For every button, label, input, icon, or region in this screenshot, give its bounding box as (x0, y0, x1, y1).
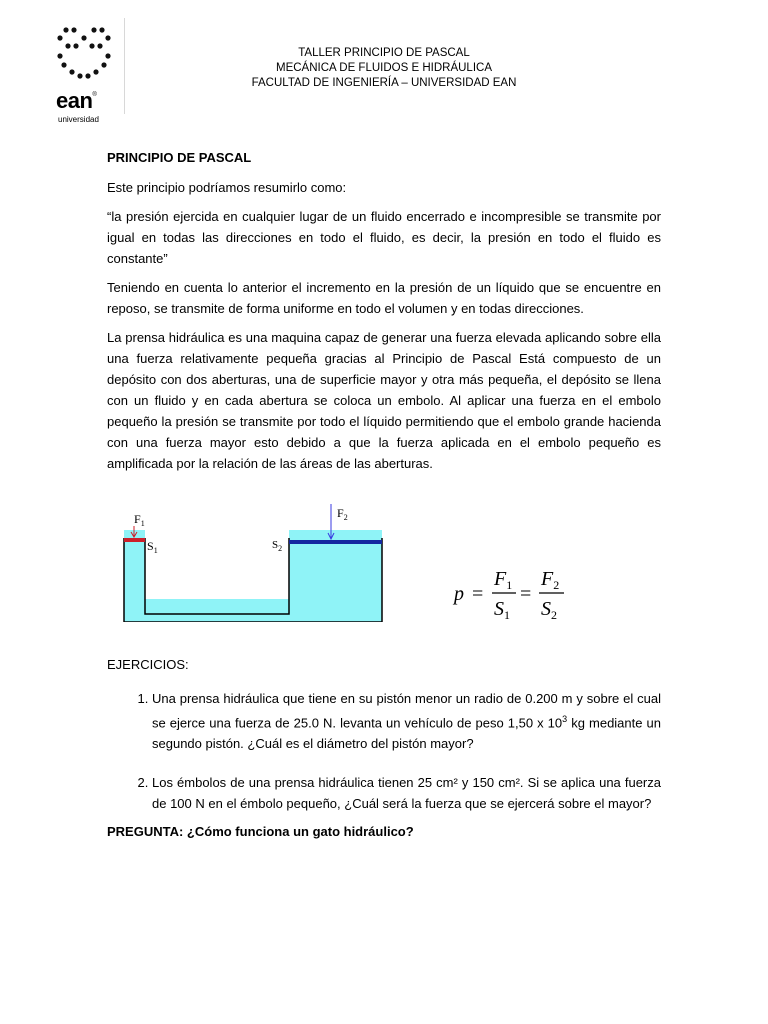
logo-wordmark: ean® (56, 88, 97, 113)
header-line-2: MECÁNICA DE FLUIDOS E HIDRÁULICA (276, 62, 492, 74)
formula-eq-2: = (520, 583, 532, 605)
exercises-section (107, 654, 661, 842)
formula-num-1: $F_1$ (494, 568, 513, 592)
section-title: PRINCIPIO DE PASCAL (107, 150, 252, 165)
pascal-quote: “la presión ejercida en cualquier lugar de un fluido encerrado e incompresible se transmite por igual en todas las direcciones en todo el fluido, es decir, la presión en todo el fluido es constante” (107, 209, 661, 266)
exercise-list (107, 688, 661, 814)
main-content (107, 147, 661, 474)
question: PREGUNTA: ¿Cómo funciona un gato hidráulico? (107, 824, 414, 840)
formula-den-2: $S_2$ (541, 598, 557, 622)
formula-p: p (454, 583, 464, 605)
large-piston (289, 540, 382, 544)
logo-dots-icon (56, 26, 112, 86)
label-f2: $F_2$ (337, 506, 348, 522)
header-line-3: FACULTAD DE INGENIERÍA – UNIVERSIDAD EAN (251, 77, 517, 89)
small-piston (124, 538, 145, 542)
formula-num-2: $F_2$ (541, 568, 560, 592)
university-logo (44, 18, 125, 124)
formula-den-1: $S_1$ (494, 598, 510, 622)
label-s2: $S_2$ (272, 539, 283, 553)
pascal-formula (452, 560, 572, 630)
label-s1: $S_1$ (147, 539, 158, 555)
exercise-item-2: 2. Los émbolos de una prensa hidráulica tienen 25 cm² y 150 cm². Si se aplica una fuerza de 100 N en el émbolo pequeño, ¿Cuál será la fuerza que se ejercerá sobre el mayor? (152, 772, 661, 814)
paragraph-1: Teniendo en cuenta lo anterior el incremento en la presión de un líquido que se encuentre en reposo, se transmite de forma uniforme en todo el volumen y en todas direcciones. (107, 280, 661, 316)
exercises-title: EJERCICIOS: (107, 657, 189, 672)
hydraulic-press-diagram (118, 504, 393, 622)
logo-subtitle: universidad (58, 115, 99, 124)
label-f1: $F_1$ (134, 512, 145, 528)
formula-eq-1: = (472, 583, 484, 605)
header-line-1: TALLER PRINCIPIO DE PASCAL (298, 47, 470, 59)
intro-paragraph: Este principio podríamos resumirlo como: (107, 180, 347, 195)
exercise-item-1: 1. Una prensa hidráulica que tiene en su pistón menor un radio de 0.200 m y sobre el cual se ejerce una fuerza de 25.0 N. levanta un vehículo de peso 1,50 x $10^3$ kg mediante un segundo pistón. ¿Cuál es el diámetro del pistón mayor? (152, 688, 661, 754)
document-header (200, 46, 568, 91)
paragraph-2: La prensa hidráulica es una maquina capaz de generar una fuerza elevada aplicando sobre ella una fuerza relativamente pequeña gracias al Principio de Pascal Está compuesto de un depósito con dos aberturas, una de superficie mayor y otra más pequeña, el depósito se llena con un fluido y en cada abertura se coloca un embolo. Al aplicar una fuerza en el embolo pequeño la presión se transmite por todo el líquido permitiendo que el embolo grande hacienda con una fuerza mayor esto debido a que la fuerza aplicada en el embolo pequeño es amplificada por la relación de las áreas de las aberturas. (107, 330, 661, 471)
